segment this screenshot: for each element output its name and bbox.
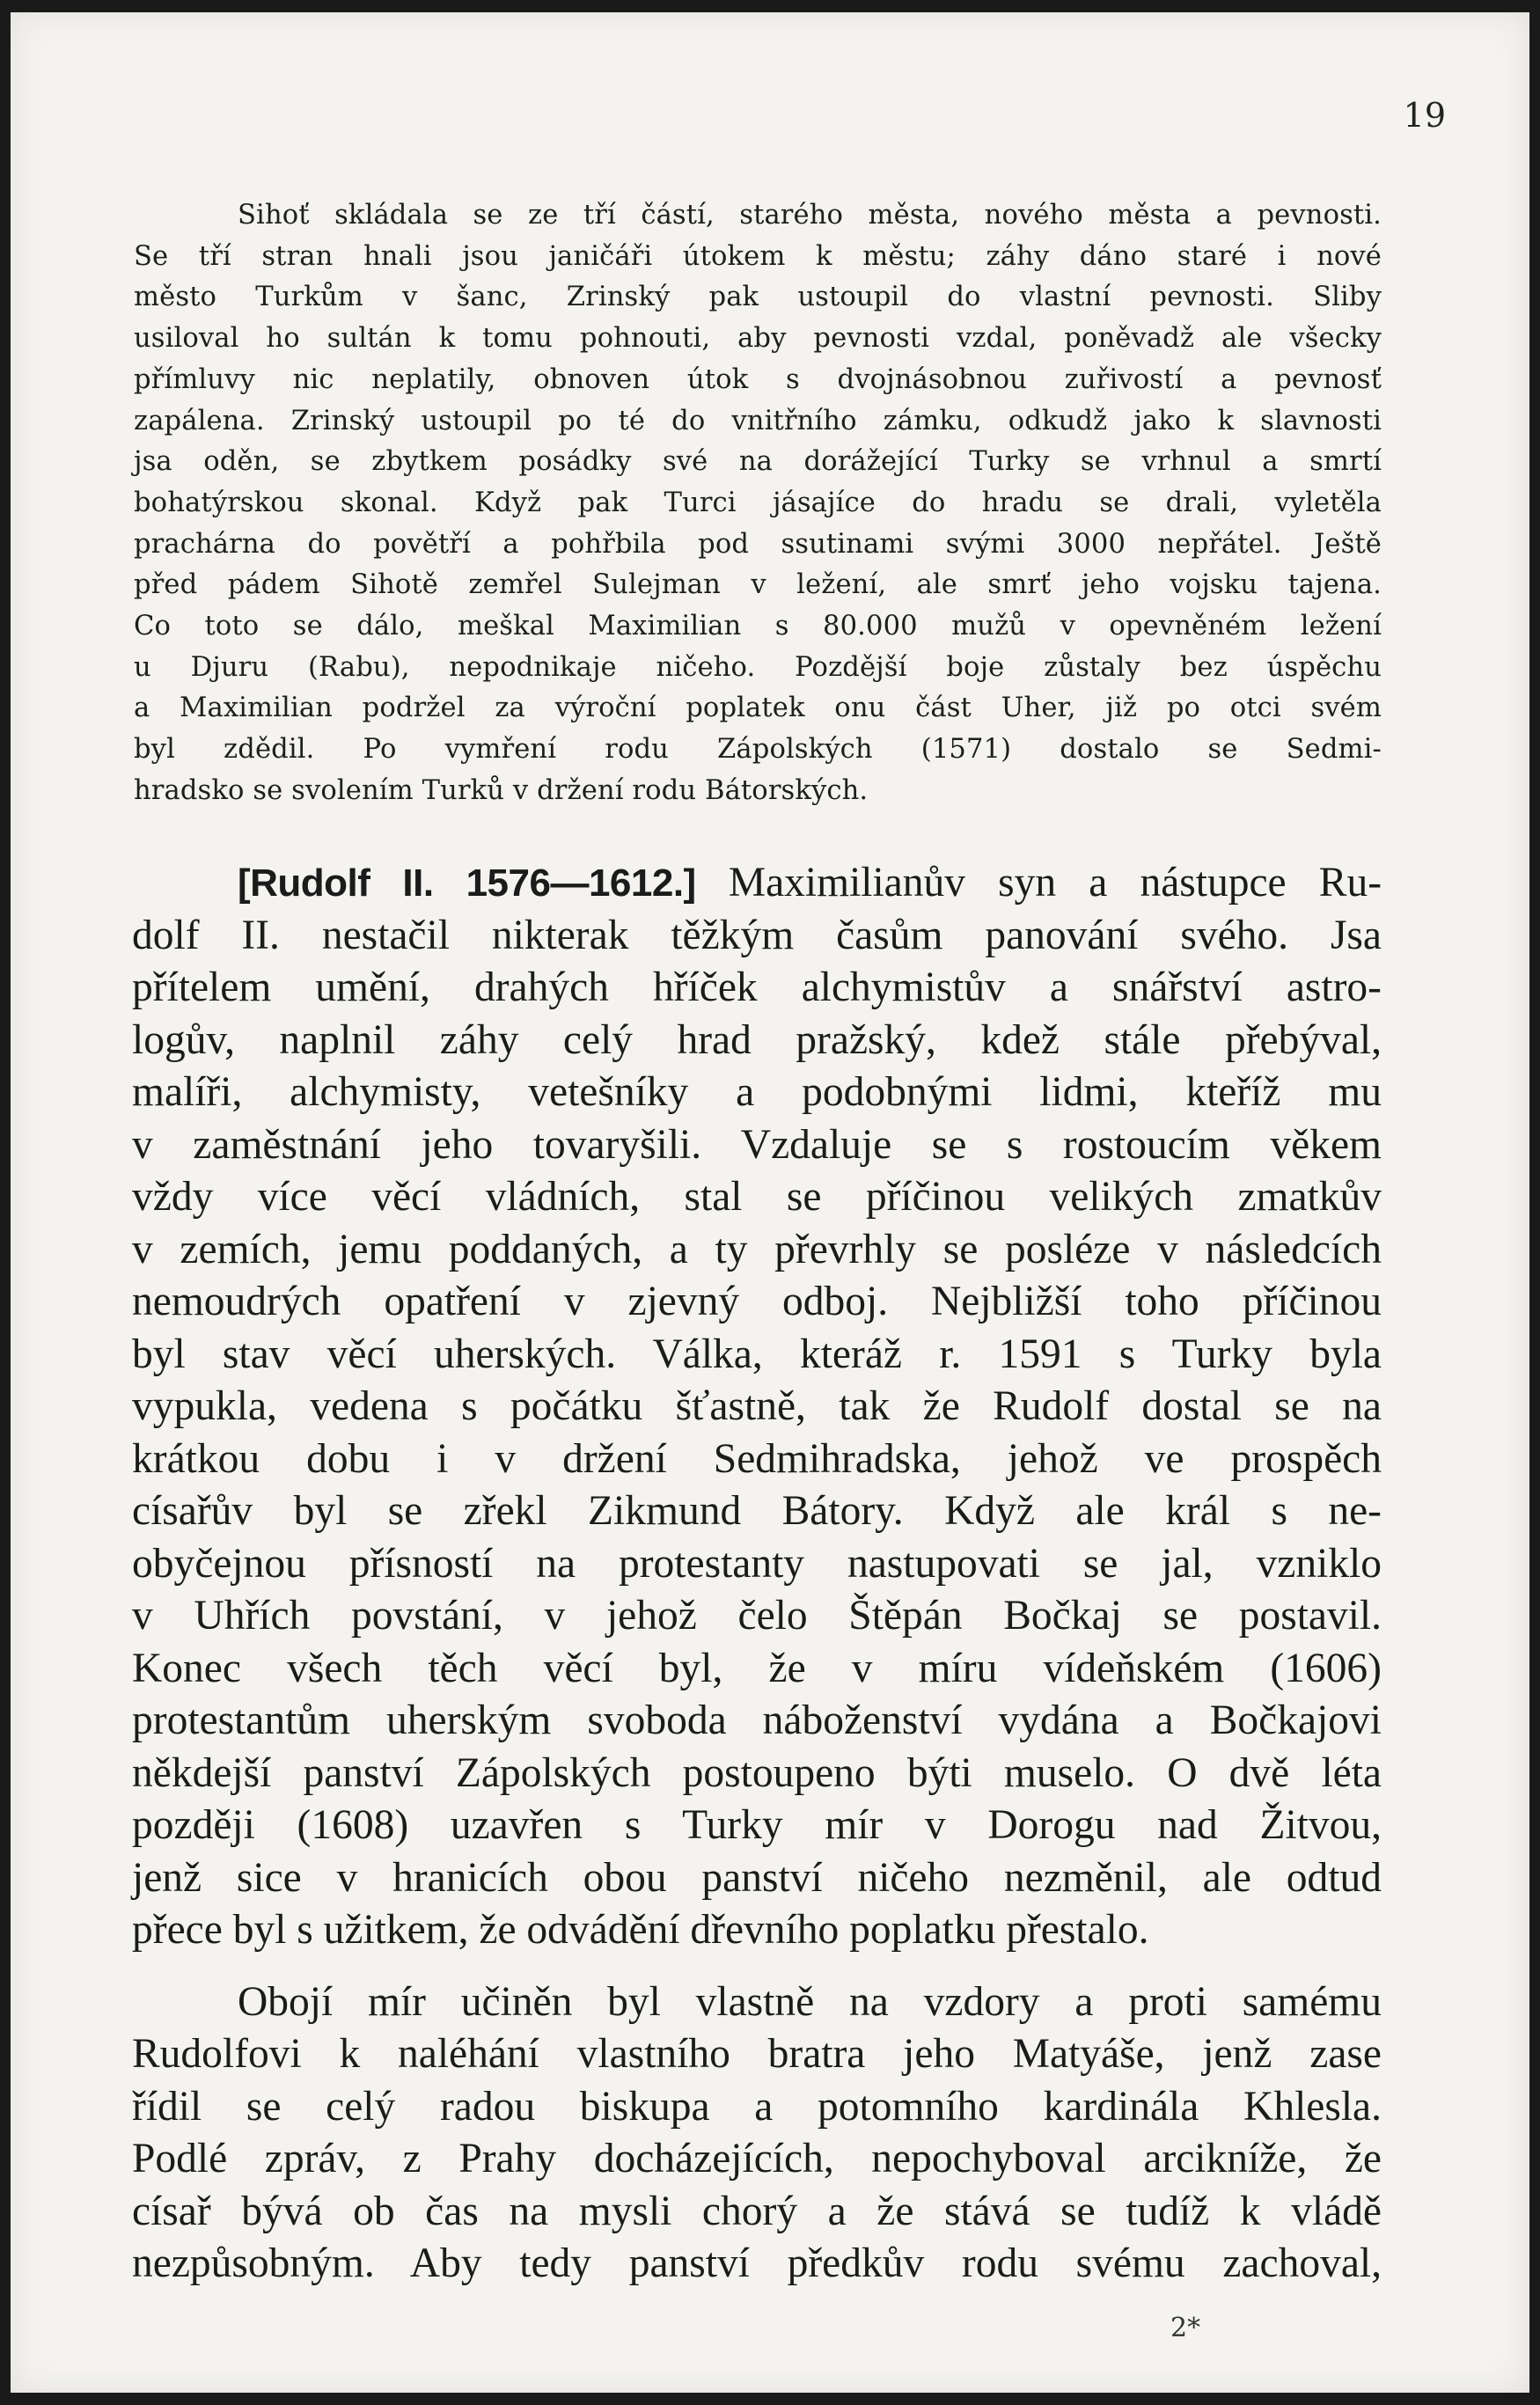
text-line: byl stav věcí uherských. Válka, kteráž r. 1591 s Turky byla — [132, 1331, 1382, 1377]
text-line: v zaměstnání jeho tovaryšili. Vzdaluje se s rostoucím věkem — [132, 1121, 1382, 1168]
text-line: Co toto se dálo, meškal Maximilian s 80.000 mužů v opevněném ležení — [134, 611, 1382, 642]
text-line: a Maximilian podržel za výroční poplatek onu část Uher, již po otci svém — [134, 693, 1382, 724]
text-line: přece byl s užitkem, že odvádění dřevního poplatku přestalo. — [132, 1907, 1149, 1953]
text-line: později (1608) uzavřen s Turky mír v Dorogu nad Žitvou, — [132, 1802, 1382, 1848]
text-line: přímluvy nic neplatily, obnoven útok s dvojnásobnou zuřivostí a pevnosť — [134, 363, 1382, 395]
text-line: krátkou dobu i v držení Sedmihradska, jehož ve prospěch — [132, 1435, 1382, 1482]
text-line: jsa oděn, se zbytkem posádky své na dorážející Turky se vrhnul a smrtí — [134, 446, 1382, 478]
text-line: císař bývá ob čas na mysli chorý a že stává se tudíž k vládě — [132, 2188, 1382, 2234]
text-line: dolf II. nestačil nikterak těžkým časům panování svého. Jsa — [132, 912, 1382, 958]
text-line: nezpůsobným. Aby tedy panství předkův rodu svému zachoval, — [132, 2240, 1382, 2286]
main-text-block — [132, 857, 1382, 2291]
text-line: zapálena. Zrinský ustoupil po té do vnitřního zámku, odkudž jako k slavnosti — [134, 405, 1382, 436]
text-line: někdejší panství Zápolských postoupeno býti muselo. O dvě léta — [132, 1749, 1382, 1796]
text-line: před pádem Sihotě zemřel Sulejman v ležení, ale smrť jeho vojsku tajena. — [134, 569, 1382, 601]
text-line: logův, naplnil záhy celý hrad pražský, kdež stále přebýval, — [132, 1016, 1382, 1063]
text-line: Se tří stran hnali jsou janičáři útokem k městu; záhy dáno staré i nové — [134, 240, 1382, 272]
text-line: obyčejnou přísností na protestanty nastupovati se jal, vzniklo — [132, 1540, 1382, 1587]
text-line: Obojí mír učiněn byl vlastně na vzdory a proti samému — [238, 1978, 1382, 2025]
paragraph-gap — [132, 1957, 1382, 1976]
text-line: hradsko se svolením Turků v držení rodu Bátorských. — [134, 774, 869, 806]
text-line: byl zdědil. Po vymření rodu Zápolských (1571) dostalo se Sedmi- — [134, 734, 1382, 766]
text-line: řídil se celý radou biskupa a potomního kardinála Khlesla. — [132, 2083, 1382, 2130]
book-page — [11, 12, 1529, 2393]
text-line: bohatýrskou skonal. Když pak Turci jásajíce do hradu se drali, vyletěla — [134, 487, 1382, 518]
text-line: jenž sice v hranicích obou panství ničeho nezměnil, ale odtud — [132, 1854, 1382, 1901]
text-line: u Djuru (Rabu), nepodnikaje ničeho. Pozdější boje zůstaly bez úspěchu — [134, 651, 1382, 683]
text-line: město Turkům v šanc, Zrinský pak ustoupil do vlastní pevnosti. Sliby — [134, 282, 1382, 313]
signature-mark: 2* — [1170, 2313, 1201, 2343]
text-line: přítelem umění, drahých hříček alchymistův a snářství astro- — [132, 964, 1382, 1010]
text-line: malíři, alchymisty, vetešníky a podobnými lidmi, kteříž mu — [132, 1069, 1382, 1115]
text-line: prachárna do povětří a pohřbila pod ssutinami svými 3000 nepřátel. Ještě — [134, 528, 1382, 560]
text-line: vypukla, vedena s počátku šťastně, tak že Rudolf dostal se na — [132, 1383, 1382, 1429]
page-number: 19 — [1403, 96, 1446, 135]
text-line: vždy více věcí vládních, stal se příčinou velikých zmatkův — [132, 1174, 1382, 1220]
text-line: císařův byl se zřekl Zikmund Bátory. Když ale král s ne- — [132, 1488, 1382, 1534]
text-line: nemoudrých opatření v zjevný odboj. Nejbližší toho příčinou — [132, 1279, 1382, 1324]
section-first-line — [132, 857, 1382, 910]
text-line: Konec všech těch věcí byl, že v míru vídeňském (1606) — [132, 1645, 1382, 1691]
section-heading: [Rudolf II. 1576—1612.] — [238, 862, 696, 905]
text-line: Sihoť skládala se ze tří částí, starého města, nového města a pevnosti. — [238, 200, 1382, 231]
text-line: Rudolfovi k naléhání vlastního bratra jeho Matyáše, jenž zase — [132, 2031, 1382, 2077]
text-fragment: Maximilianův syn a nástupce Ru- — [728, 860, 1382, 906]
text-line: usiloval ho sultán k tomu pohnouti, aby pevnosti vzdal, poněvadž ale všecky — [134, 323, 1382, 355]
text-line: v zemích, jemu poddaných, a ty převrhly se posléze v následcích — [132, 1226, 1382, 1272]
text-line: protestantům uherským svoboda náboženství vydána a Bočkajovi — [132, 1697, 1382, 1743]
text-line: v Uhřích povstání, v jehož čelo Štěpán Bočkaj se postavil. — [132, 1593, 1382, 1639]
small-text-block — [134, 195, 1382, 812]
text-line: Podlé zpráv, z Prahy docházejících, nepochyboval arcikníže, že — [132, 2136, 1382, 2181]
